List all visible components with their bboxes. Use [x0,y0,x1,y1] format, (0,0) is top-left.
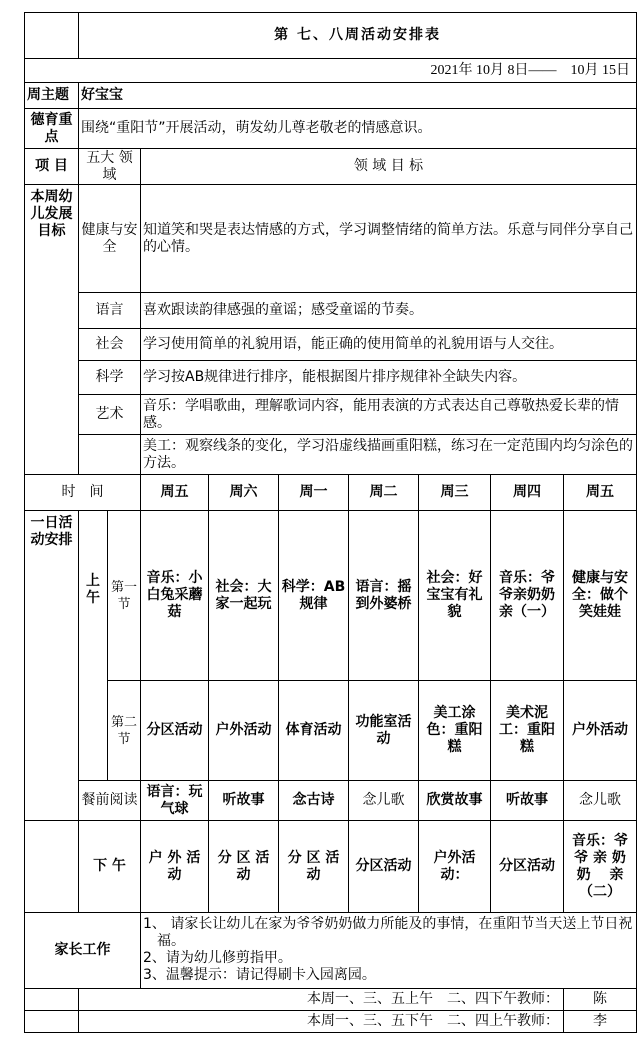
period1-label: 第一节 [108,511,141,681]
teacher-name-2: 李 [564,1011,637,1033]
period2-activity: 户外活动 [209,681,279,781]
period1-activity: 健康与安全：做个笑娃娃 [564,511,637,681]
field-header: 五大 领 域 [79,149,141,185]
domain-language: 语言 [79,293,141,329]
reading-activity: 欣赏故事 [419,781,491,821]
goal-language: 喜欢跟读韵律感强的童谣；感受童谣的节奏。 [141,293,637,329]
teacher-row-blank [25,989,79,1011]
afternoon-activity: 分区活动 [349,821,419,913]
afternoon-label: 下 午 [79,821,141,913]
day-header: 周三 [419,475,491,511]
goal-science: 学习按AB规律进行排序，能根据图片排序规律补全缺失内容。 [141,361,637,395]
period2-activity: 户外活动 [564,681,637,781]
weekly-goals-label: 本周幼儿发展目标 [25,185,79,475]
goal-health: 知道笑和哭是表达情感的方式，学习调整情绪的简单方法。乐意与同伴分享自己的心情。 [141,185,637,293]
period1-activity: 音乐：爷爷亲奶奶亲（一） [491,511,564,681]
reading-activity: 听故事 [491,781,564,821]
parents-work-label: 家长工作 [25,913,141,989]
afternoon-activity: 分 区 活动 [279,821,349,913]
parents-work-item: 2、请为幼儿修剪指甲。 [143,950,292,966]
reading-activity: 念儿歌 [349,781,419,821]
theme-value: 好宝宝 [79,83,637,109]
title-left-cell [25,13,79,59]
period2-activity: 分区活动 [141,681,209,781]
parents-work-list [141,913,637,989]
period1-activity: 科学：AB规律 [279,511,349,681]
teacher-schedule-2: 本周一、三、五下午 二、四上午教师： [79,1011,564,1033]
day-header: 周五 [141,475,209,511]
period1-activity: 音乐：小白兔采蘑菇 [141,511,209,681]
schedule-sheet [24,12,637,1033]
afternoon-activity: 分 区 活动 [209,821,279,913]
teacher-name-1: 陈 [564,989,637,1011]
period1-activity: 语言：摇到外婆桥 [349,511,419,681]
afternoon-activity: 分区活动 [491,821,564,913]
period2-activity: 功能室活动 [349,681,419,781]
domain-art-blank [79,435,141,475]
afternoon-activity: 音乐：爷 爷 亲 奶 奶 亲（二） [564,821,637,913]
period2-label: 第二节 [108,681,141,781]
day-header: 周四 [491,475,564,511]
moral-label: 德育重点 [25,109,79,149]
parents-work-item: 1、 请家长让幼儿在家为爷爷奶奶做力所能及的事情，在重阳节当天送上节日祝福。 [143,916,633,949]
day-header: 周二 [349,475,419,511]
theme-label: 周主题 [25,83,79,109]
day-header: 周一 [279,475,349,511]
day-header: 周六 [209,475,279,511]
domain-science: 科学 [79,361,141,395]
afternoon-activity: 户外活动： [419,821,491,913]
afternoon-activity: 户 外 活动 [141,821,209,913]
reading-activity: 念古诗 [279,781,349,821]
daily-activity-label: 一日活动安排 [25,511,79,821]
period2-activity: 美工涂色：重阳糕 [419,681,491,781]
teacher-schedule-1: 本周一、三、五上午 二、四下午教师： [79,989,564,1011]
period2-activity: 美术泥工：重阳糕 [491,681,564,781]
goal-art-music: 音乐：学唱歌曲，理解歌词内容，能用表演的方式表达自己尊敬热爱长辈的情感。 [141,395,637,435]
period1-activity: 社会：好宝宝有礼貌 [419,511,491,681]
reading-label: 餐前阅读 [79,781,141,821]
reading-activity: 念儿歌 [564,781,637,821]
domain-art: 艺术 [79,395,141,435]
reading-activity: 听故事 [209,781,279,821]
goal-art-craft: 美工：观察线条的变化，学习沿虚线描画重阳糕，练习在一定范围内均匀涂色的方法。 [141,435,637,475]
domain-social: 社会 [79,329,141,361]
reading-activity: 语言：玩气球 [141,781,209,821]
parents-work-item: 3、温馨提示：请记得刷卡入园离园。 [143,967,376,983]
item-header: 项 目 [25,149,79,185]
domain-health: 健康与安全 [79,185,141,293]
time-label: 时 间 [25,475,141,511]
afternoon-left-blank [25,821,79,913]
moral-value: 围绕“重阳节”开展活动，萌发幼儿尊老敬老的情感意识。 [79,109,637,149]
date-range: 2021年 10月 8日—— 10月 15日 [25,59,637,83]
page-title: 第 七、八周活动安排表 [79,13,637,59]
goal-header: 领 域 目 标 [141,149,637,185]
day-header: 周五 [564,475,637,511]
period1-activity: 社会：大家一起玩 [209,511,279,681]
period2-activity: 体育活动 [279,681,349,781]
morning-label: 上午 [79,511,108,781]
teacher-row-blank [25,1011,79,1033]
goal-social: 学习使用简单的礼貌用语，能正确的使用简单的礼貌用语与人交往。 [141,329,637,361]
